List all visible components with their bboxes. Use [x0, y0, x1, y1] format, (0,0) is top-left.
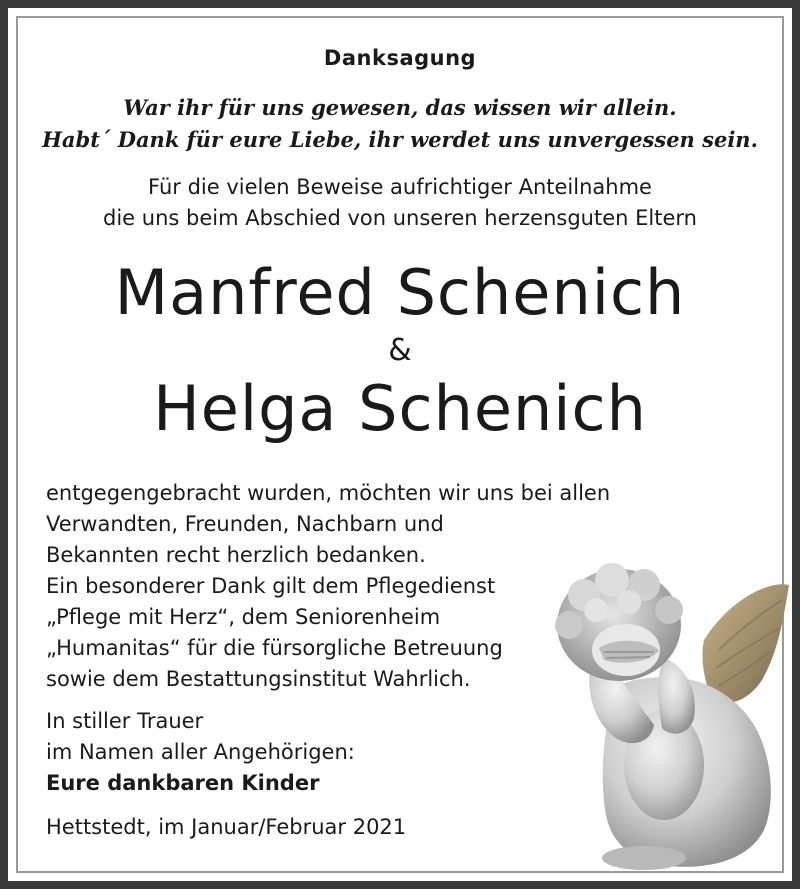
- body-line: Ein besonderer Dank gilt dem Pflegedienst: [46, 574, 496, 598]
- body-line: sowie dem Bestattungsinstitut Wahrlich.: [46, 667, 471, 691]
- thanks-body: [46, 478, 611, 695]
- closing-line-1: In stiller Trauer: [46, 709, 204, 733]
- deceased-name-2: Helga Schenich: [153, 372, 647, 445]
- signature: Eure dankbaren Kinder: [46, 771, 320, 795]
- body-line: entgegengebracht wurden, möchten wir uns bei allen: [46, 481, 611, 505]
- notice-heading: Danksagung: [323, 46, 477, 70]
- intro-text: [0, 172, 800, 234]
- poem: [0, 92, 800, 156]
- ampersand: &: [388, 333, 412, 368]
- intro-line: Für die vielen Beweise aufrichtiger Anteilnahme: [148, 175, 652, 199]
- poem-line: War ihr für uns gewesen, das wissen wir allein.: [123, 95, 677, 120]
- angel-wing: [702, 584, 789, 703]
- intro-line: die uns beim Abschied von unseren herzensguten Eltern: [103, 206, 697, 230]
- closing: [46, 706, 546, 799]
- body-line: Verwandten, Freunden, Nachbarn und: [46, 512, 444, 536]
- place-date: Hettstedt, im Januar/Februar 2021: [46, 815, 407, 839]
- weeping-angel-statue: [544, 540, 794, 872]
- poem-line: Habt´ Dank für eure Liebe, ihr werdet uns unvergessen sein.: [42, 127, 758, 152]
- closing-line-2: im Namen aller Angehörigen:: [46, 740, 355, 764]
- deceased-name-1: Manfred Schenich: [114, 256, 686, 329]
- body-line: Bekannten recht herzlich bedanken.: [46, 543, 426, 567]
- body-line: „Pflege mit Herz“, dem Seniorenheim: [46, 605, 441, 629]
- body-line: „Humanitas“ für die fürsorgliche Betreuung: [46, 636, 503, 660]
